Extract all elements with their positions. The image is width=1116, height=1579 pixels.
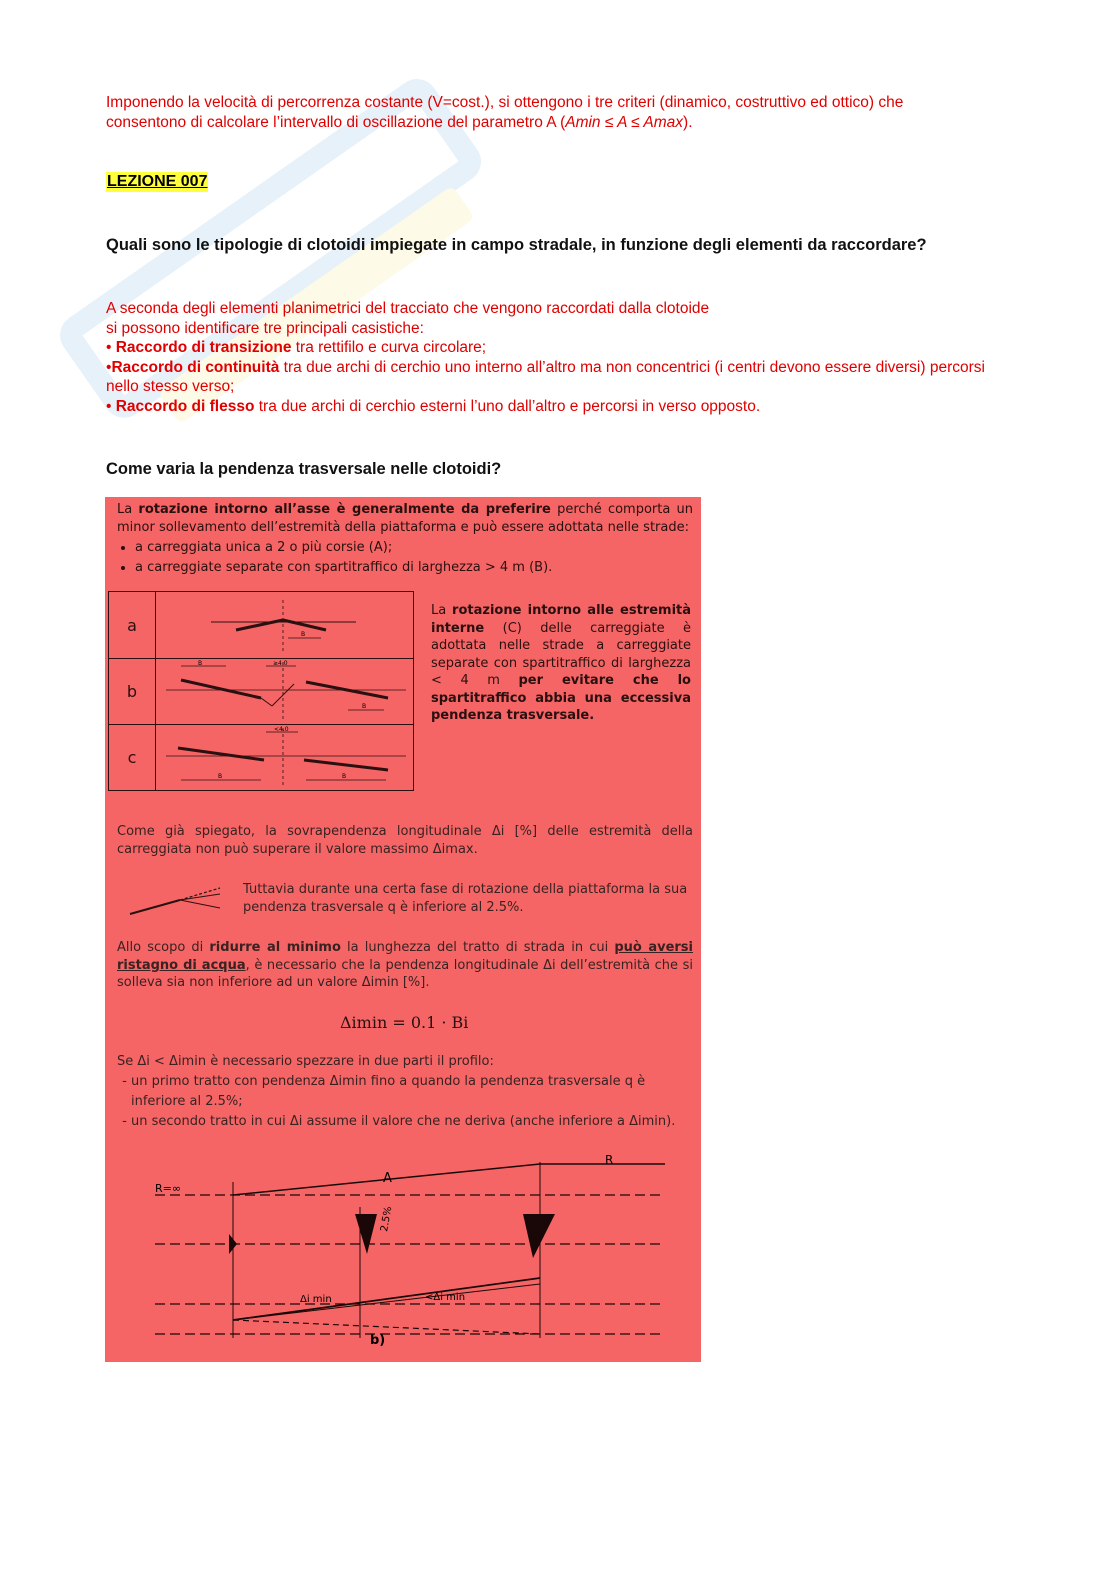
svg-text:b): b) [370,1333,386,1348]
svg-text:B: B [218,773,223,780]
figure-bullet: • a carreggiate separate con spartitraffico di larghezza > 4 m (B). [135,558,695,578]
profile-diagram [125,1152,695,1352]
svg-text:B: B [362,703,367,710]
svg-text:2.5%: 2.5% [379,1205,395,1233]
svg-text:A: A [383,1171,392,1186]
svg-text:≥4.0: ≥4.0 [273,660,288,667]
figure-side-note: La rotazione intorno alle estremità interne (C) delle carreggiate è adottata nelle strade a carreggiate separate con spartitraffico di larghezza < 4 m per evitare che lo spartitraffico abbia una eccessiva pendenza trasversale. [431,603,692,723]
scanned-figure [105,497,701,1362]
figure-bullets-2 [115,1072,701,1132]
intro-paragraph: Imponendo la velocità di percorrenza costante (V=cost.), si ottengono i tre criteri (dinamico, costruttivo ed ottico) che consentono di calcolare l’intervallo di oscillazione del parametro A (Amin ≤ A ≤ Amax). [106,94,904,131]
slope-sketch [125,882,230,922]
row-label-b: b [109,658,156,724]
figure-paragraph-5: Se Δi < Δimin è necessario spezzare in due parti il profilo: [117,1054,494,1069]
table-row [109,724,413,790]
row-label-a: a [109,592,156,658]
answer-1: A seconda degli elementi planimetrici del tracciato che vengono raccordati dalla clotoide si possono identificare tre principali casistiche: • Raccordo di transizione tra rettifilo e curva circolare; •Raccordo di continuità tra due archi di cerchio uno interno all’altro ma non concentrici (i centri devono essere diversi) percorsi nello stesso verso; • Raccordo di flesso tra due archi di cerchio esterni l’uno dall’altro e percorsi in verso opposto. [106,300,985,415]
svg-text:<4.0: <4.0 [274,726,289,733]
svg-text:B: B [342,773,347,780]
figure-paragraph-1: La rotazione intorno all’asse è generalmente da preferire perché comporta un minor sollevamento dell’estremità della piattaforma e può essere adottata nelle strade: [117,502,693,535]
figure-paragraph-4: Allo scopo di ridurre al minimo la lunghezza del tratto di strada in cui può aversi ristagno di acqua, è necessario che la pendenza longitudinale Δi dell’estremità che si solleva sia non inferiore ad un valore Δimin [%]. [117,940,694,990]
svg-text:B: B [301,631,306,638]
question-2: Come varia la pendenza trasversale nelle clotoidi? [106,460,502,478]
figure-bullet: - un primo tratto con pendenza Δimin fino a quando la pendenza trasversale q è inferiore al 2.5%; [131,1072,701,1112]
svg-text:B: B [198,660,203,667]
figure-bullets-1 [119,538,695,578]
question-1: Quali sono le tipologie di clotoidi impiegate in campo stradale, in funzione degli elementi da raccordare? [106,236,927,254]
figure-paragraph-2: Come già spiegato, la sovrapendenza longitudinale Δi [%] delle estremità della carreggiata non può superare il valore massimo Δimax. [117,824,693,857]
svg-text:Δi min: Δi min [300,1294,332,1305]
row-c-drawing [156,724,412,790]
figure-bullet: - un secondo tratto in cui Δi assume il valore che ne deriva (anche inferiore a Δimin). [131,1112,701,1132]
figure-paragraph-3: Tuttavia durante una certa fase di rotazione della piattaforma la sua pendenza trasversale q è inferiore al 2.5%. [243,882,688,915]
table-row [109,592,413,659]
table-row [109,658,413,725]
row-b-drawing [156,658,412,724]
rotation-table [108,591,414,791]
formula: Δimin = 0.1 · Bi [340,1013,469,1032]
svg-text:R=∞: R=∞ [155,1182,182,1195]
row-a-drawing [156,592,412,658]
row-label-c: c [109,724,156,790]
svg-text:R: R [605,1153,614,1167]
svg-text:<Δi min: <Δi min [425,1292,466,1303]
lesson-label: LEZIONE 007 [107,173,208,190]
figure-bullet: • a carreggiata unica a 2 o più corsie (A); [135,538,695,558]
